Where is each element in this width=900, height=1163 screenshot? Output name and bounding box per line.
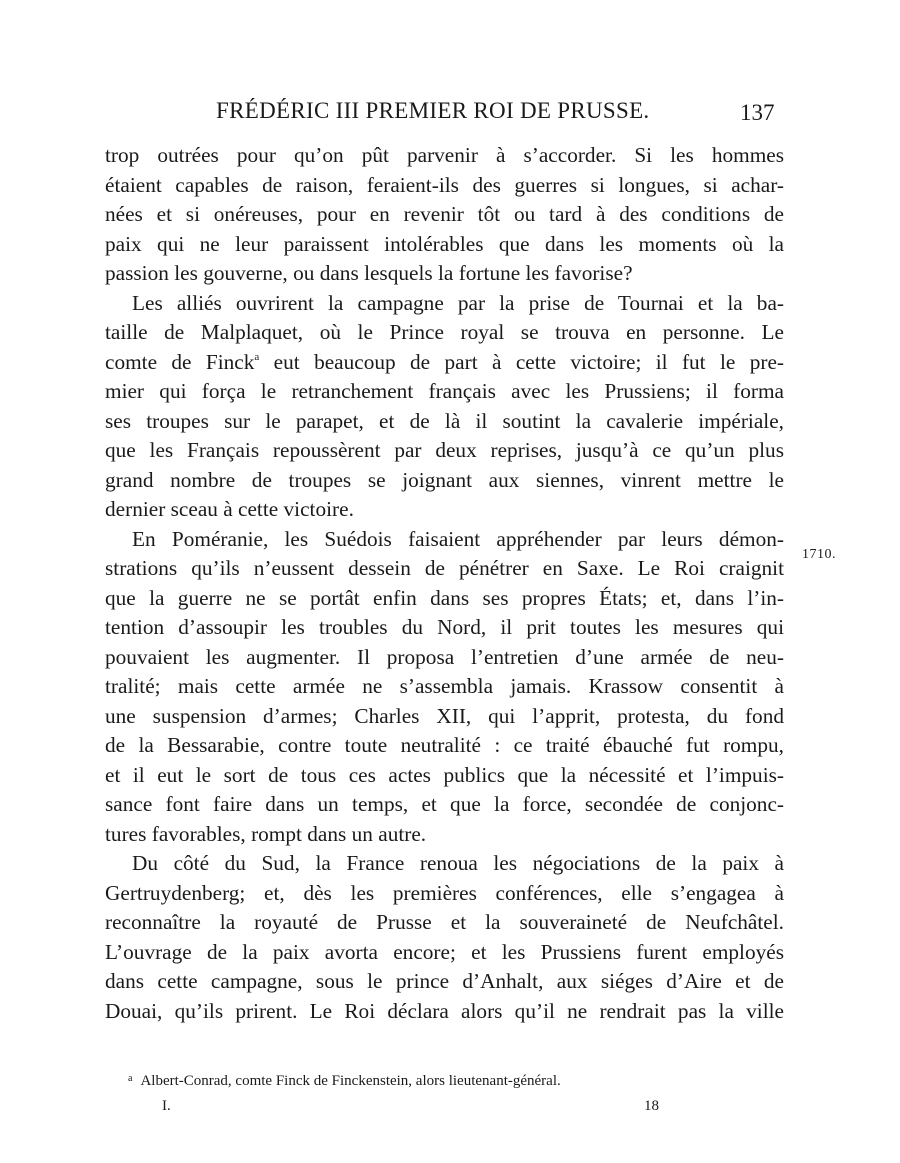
footnote bbox=[128, 1068, 561, 1092]
text-line: Les alliés ouvrirent la campagne par la prise de Tournai et la ba- bbox=[132, 290, 784, 315]
text-line: taille de Malplaquet, où le Prince royal se trouva en personne. Le bbox=[105, 320, 784, 344]
volume-signature: I. bbox=[162, 1098, 171, 1114]
body-text bbox=[105, 141, 784, 1026]
text-line: reconnaître la royauté de Prusse et la souveraineté de Neufchâtel. bbox=[105, 910, 784, 934]
line-text: eut beaucoup de part à cette victoire; il fut le pre- bbox=[259, 349, 784, 374]
footnote-mark: a bbox=[128, 1073, 133, 1084]
text-line: de la Bessarabie, contre toute neutralité : ce traité ébauché fut rompu, bbox=[105, 733, 784, 757]
text-line: sance font faire dans un temps, et que la force, secondée de conjonc- bbox=[105, 792, 784, 816]
text-line: strations qu’ils n’eussent dessein de pénétrer en Saxe. Le Roi craignit bbox=[105, 556, 784, 580]
page-number: 137 bbox=[740, 100, 775, 125]
sheet-signature: 18 bbox=[644, 1098, 659, 1114]
running-header bbox=[0, 98, 900, 138]
text-line: une suspension d’armes; Charles XII, qui l’apprit, protesta, du fond bbox=[105, 703, 784, 728]
text-line: dernier sceau à cette victoire. bbox=[105, 497, 354, 521]
text-line: pouvaient les augmenter. Il proposa l’entretien d’une armée de neu- bbox=[105, 644, 784, 669]
text-line: tention d’assoupir les troubles du Nord, il prit toutes les mesures qui bbox=[105, 615, 784, 639]
text-line: que la guerre ne se portât enfin dans ses propres États; et, dans l’in- bbox=[105, 585, 784, 610]
text-line: Douai, qu’ils prirent. Le Roi déclara alors qu’il ne rendrait pas la ville bbox=[105, 998, 784, 1023]
text-line: tralité; mais cette armée ne s’assembla jamais. Krassow consentit à bbox=[105, 674, 784, 698]
text-line: et il eut le sort de tous ces actes publics que la nécessité et l’impuis- bbox=[105, 762, 784, 787]
text-line: Gertruydenberg; et, dès les premières conférences, elle s’engagea à bbox=[105, 880, 784, 905]
footnote-reference: a bbox=[254, 350, 260, 363]
text-line: que les Français repoussèrent par deux reprises, jusqu’à ce qu’un plus bbox=[105, 438, 784, 462]
text-line: grand nombre de troupes se joignant aux siennes, vinrent mettre le bbox=[105, 467, 784, 492]
text-line: L’ouvrage de la paix avorta encore; et les Prussiens furent employés bbox=[105, 939, 784, 964]
text-line: ses troupes sur le parapet, et de là il soutint la cavalerie impériale, bbox=[105, 408, 784, 433]
text-line: Du côté du Sud, la France renoua les négociations de la paix à bbox=[132, 851, 784, 875]
text-line: dans cette campagne, sous le prince d’Anhalt, aux siéges d’Aire et de bbox=[105, 969, 784, 993]
text-line: En Poméranie, les Suédois faisaient appréhender par leurs démon- bbox=[132, 526, 784, 551]
text-line: étaient capables de raison, feraient-ils des guerres si longues, si achar- bbox=[105, 172, 784, 197]
text-line: mier qui força le retranchement français avec les Prussiens; il forma bbox=[105, 379, 784, 403]
text-line-with-footnote-ref bbox=[105, 348, 784, 378]
text-line: paix qui ne leur paraissent intolérables que dans les moments où la bbox=[105, 231, 784, 256]
running-title: FRÉDÉRIC III PREMIER ROI DE PRUSSE. bbox=[216, 98, 650, 123]
footnote-text: Albert-Conrad, comte Finck de Finckenstein, alors lieutenant-général. bbox=[140, 1073, 561, 1089]
line-text: comte de Finck bbox=[105, 349, 255, 374]
text-line: nées et si onéreuses, pour en revenir tôt ou tard à des conditions de bbox=[105, 202, 784, 226]
margin-date-note: 1710. bbox=[802, 547, 836, 562]
text-line: trop outrées pour qu’on pût parvenir à s’accorder. Si les hommes bbox=[105, 143, 784, 167]
text-line: tures favorables, rompt dans un autre. bbox=[105, 821, 427, 846]
text-line: passion les gouverne, ou dans lesquels la fortune les favorise? bbox=[105, 261, 633, 285]
